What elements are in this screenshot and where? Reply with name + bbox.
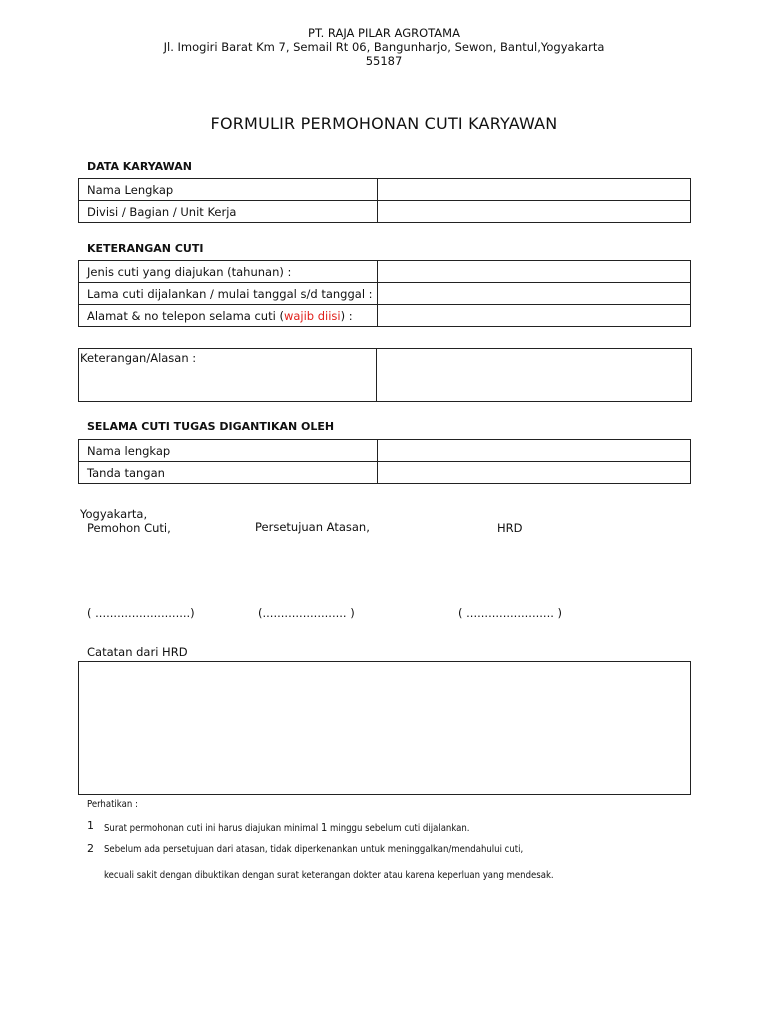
label-nama-lengkap: Nama Lengkap [79, 179, 378, 201]
input-tanda-tangan[interactable] [378, 462, 691, 484]
label-alasan: Keterangan/Alasan : [80, 351, 197, 365]
section-pengganti: SELAMA CUTI TUGAS DIGANTIKAN OLEH [87, 420, 335, 433]
signature-line-hrd: ( ........................ ) [458, 606, 563, 620]
input-jenis-cuti[interactable] [378, 261, 691, 283]
note-1-number: 1 [321, 821, 328, 834]
note-2: Sebelum ada persetujuan dari atasan, tidak diperkenankan untuk meninggalkan/mendahului cuti, [104, 844, 524, 855]
table-row [79, 201, 691, 223]
input-nama-lengkap[interactable] [378, 179, 691, 201]
signature-pemohon-label: Pemohon Cuti, [87, 521, 171, 535]
alasan-box [78, 348, 692, 402]
note-3: kecuali sakit dengan dibuktikan dengan surat keterangan dokter atau karena keperluan yang mendesak. [104, 870, 554, 881]
signature-line-atasan: (....................... ) [258, 606, 355, 620]
input-lama-cuti[interactable] [378, 283, 691, 305]
note-1 [104, 821, 470, 834]
table-row [79, 440, 691, 462]
input-alamat-telepon[interactable] [378, 305, 691, 327]
table-data-karyawan [78, 178, 691, 223]
notes-heading: Perhatikan : [87, 799, 138, 810]
table-row [79, 305, 691, 327]
input-catatan-hrd[interactable] [78, 661, 691, 795]
input-nama-pengganti[interactable] [378, 440, 691, 462]
table-row [79, 261, 691, 283]
table-row [79, 283, 691, 305]
note-1-text-b: minggu sebelum cuti dijalankan. [327, 823, 470, 834]
signature-hrd-label: HRD [497, 521, 523, 535]
note-1-text-a: Surat permohonan cuti ini harus diajukan minimal [104, 823, 321, 834]
label-alamat-prefix: Alamat & no telepon selama cuti ( [87, 308, 284, 323]
company-postcode: 55187 [365, 54, 403, 68]
input-alasan[interactable] [377, 349, 691, 401]
required-note: wajib diisi [283, 308, 341, 323]
section-data-karyawan: DATA KARYAWAN [87, 160, 192, 173]
note-number-2: 2 [87, 842, 94, 855]
label-alamat-suffix: ) : [340, 308, 353, 323]
company-name: PT. RAJA PILAR AGROTAMA [308, 26, 460, 40]
note-number-1: 1 [87, 819, 94, 832]
section-keterangan-cuti: KETERANGAN CUTI [87, 242, 204, 255]
label-catatan-hrd: Catatan dari HRD [87, 645, 188, 659]
table-row [79, 179, 691, 201]
form-title: FORMULIR PERMOHONAN CUTI KARYAWAN [210, 114, 558, 133]
table-row [79, 462, 691, 484]
label-lama-cuti: Lama cuti dijalankan / mulai tanggal s/d tanggal : [79, 283, 378, 305]
signature-line-pemohon: ( ..........................) [87, 606, 195, 620]
label-nama-pengganti: Nama lengkap [79, 440, 378, 462]
signature-atasan-label: Persetujuan Atasan, [255, 520, 370, 534]
label-alamat-telepon [79, 305, 378, 327]
label-tanda-tangan: Tanda tangan [79, 462, 378, 484]
signature-place: Yogyakarta, [80, 507, 148, 521]
label-divisi: Divisi / Bagian / Unit Kerja [79, 201, 378, 223]
table-pengganti [78, 439, 691, 484]
input-divisi[interactable] [378, 201, 691, 223]
label-jenis-cuti: Jenis cuti yang diajukan (tahunan) : [79, 261, 378, 283]
company-address: Jl. Imogiri Barat Km 7, Semail Rt 06, Bangunharjo, Sewon, Bantul,Yogyakarta [163, 40, 605, 54]
table-keterangan-cuti [78, 260, 691, 327]
